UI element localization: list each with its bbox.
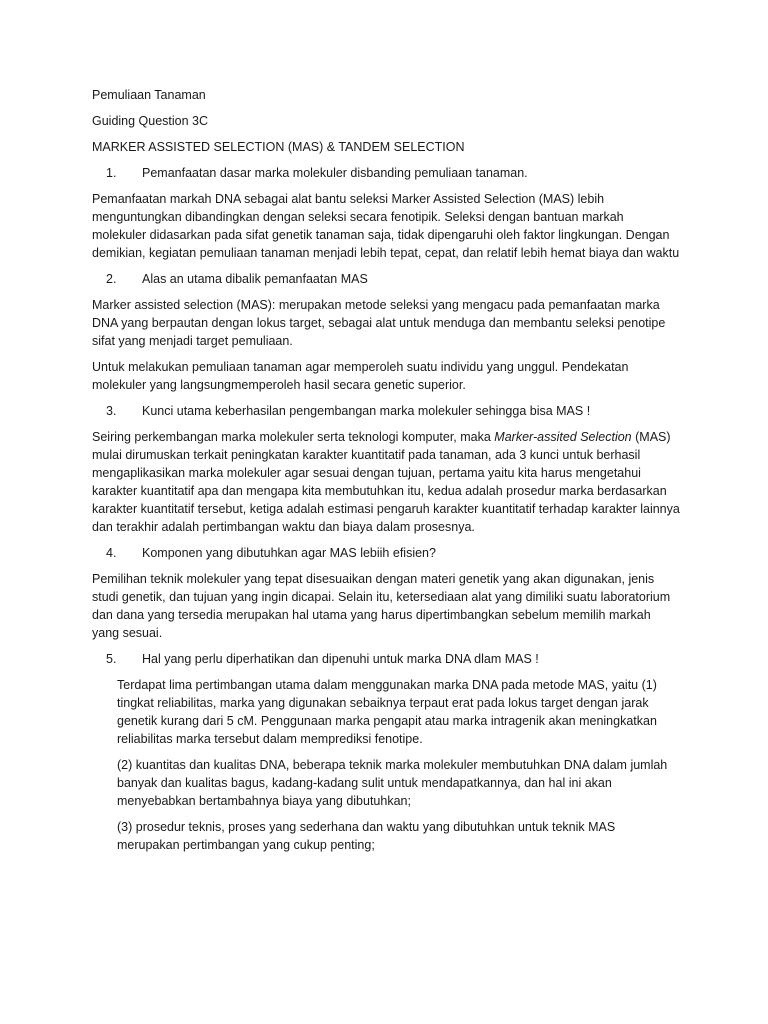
answer-3-intro: Seiring perkembangan marka molekuler serta teknologi komputer, maka xyxy=(92,430,495,444)
question-2 xyxy=(92,270,680,288)
question-3-text: Kunci utama keberhasilan pengembangan marka molekuler sehingga bisa MAS ! xyxy=(142,404,591,418)
question-5-number: 5. xyxy=(106,652,117,666)
answer-4: Pemilihan teknik molekuler yang tepat disesuaikan dengan materi genetik yang akan digunakan, jenis studi genetik, dan tujuan yang ingin dicapai. Selain itu, ketersediaan alat yang dimiliki suatu laboratorium dan dana yang tersedia merupakan hal utama yang harus dipertimbangkan sebelum memilih markah yang sesuai. xyxy=(92,572,671,640)
question-2-text: Alas an utama dibalik pemanfaatan MAS xyxy=(142,272,368,286)
assignment-title: Guiding Question 3C xyxy=(92,114,209,128)
question-3 xyxy=(92,402,680,420)
question-1-number: 1. xyxy=(106,166,117,180)
answer-2-paragraph-2: Untuk melakukan pemuliaan tanaman agar memperoleh suatu individu yang unggul. Pendekatan molekuler yang langsungmemperoleh hasil secara genetic superior. xyxy=(92,360,629,392)
topic-title: MARKER ASSISTED SELECTION (MAS) & TANDEM SELECTION xyxy=(92,140,465,154)
document-page xyxy=(92,86,680,862)
answer-1: Pemanfaatan markah DNA sebagai alat bantu seleksi Marker Assisted Selection (MAS) lebih menguntungkan dibandingkan dengan seleksi secara fenotipik. Seleksi dengan bantuan markah molekuler didasarkan pada sifat genetik tanaman saja, tidak dipengaruhi oleh faktor lingkungan. Dengan demikian, kegiatan pemuliaan tanaman menjadi lebih tepat, cepat, dan relatif lebih hemat biaya dan waktu xyxy=(92,192,680,260)
question-4-number: 4. xyxy=(106,546,117,560)
question-2-number: 2. xyxy=(106,272,117,286)
question-1-text: Pemanfaatan dasar marka molekuler disbanding pemuliaan tanaman. xyxy=(142,166,528,180)
question-5 xyxy=(92,650,680,668)
question-4 xyxy=(92,544,680,562)
question-1 xyxy=(92,164,680,182)
answer-5-paragraph-1: Terdapat lima pertimbangan utama dalam menggunakan marka DNA pada metode MAS, yaitu (1) tingkat reliabilitas, marka yang digunakan sebaiknya terpaut erat pada lokus target dengan jarak genetik kurang dari 5 cM. Penggunaan marka pengapit atau marka intragenik akan meningkatkan reliabilitas marka tersebut dalam memprediksi fenotipe. xyxy=(117,678,657,746)
question-5-text: Hal yang perlu diperhatikan dan dipenuhi untuk marka DNA dlam MAS ! xyxy=(142,652,539,666)
question-4-text: Komponen yang dibutuhkan agar MAS lebiih efisien? xyxy=(142,546,436,560)
course-title: Pemuliaan Tanaman xyxy=(92,88,206,102)
answer-2-paragraph-1: Marker assisted selection (MAS): merupakan metode seleksi yang mengacu pada pemanfaatan marka DNA yang berpautan dengan lokus target, sebagai alat untuk menduga dan membantu seleksi penotipe sifat yang menjadi target pemuliaan. xyxy=(92,298,666,348)
answer-3 xyxy=(92,428,680,536)
answer-3-italic-term: Marker-assited Selection xyxy=(494,430,632,444)
answer-5-paragraph-3: (3) prosedur teknis, proses yang sederhana dan waktu yang dibutuhkan untuk teknik MAS merupakan pertimbangan yang cukup penting; xyxy=(117,820,616,852)
question-3-number: 3. xyxy=(106,404,117,418)
answer-3-body: (MAS) mulai dirumuskan terkait peningkatan karakter kuantitatif pada tanaman, ada 3 kunci untuk berhasil mengaplikasikan marka molekuler agar sesuai dengan tujuan, pertama yaitu kita harus mengetahui karakter kuantitatif apa dan mengapa kita membutuhkan itu, kedua adalah prosedur marka berdasarkan karakter kuantitatif tersebut, ketiga adalah estimasi pengaruh karakter kuantitatif terhadap karakter lainnya dan terakhir adalah pertimbangan waktu dan biaya dalam prosesnya. xyxy=(92,430,680,534)
answer-5-paragraph-2: (2) kuantitas dan kualitas DNA, beberapa teknik marka molekuler membutuhkan DNA dalam jumlah banyak dan kualitas bagus, kadang-kadang sulit untuk mendapatkannya, dan hal ini akan menyebabkan bertambahnya biaya yang dibutuhkan; xyxy=(117,758,668,808)
